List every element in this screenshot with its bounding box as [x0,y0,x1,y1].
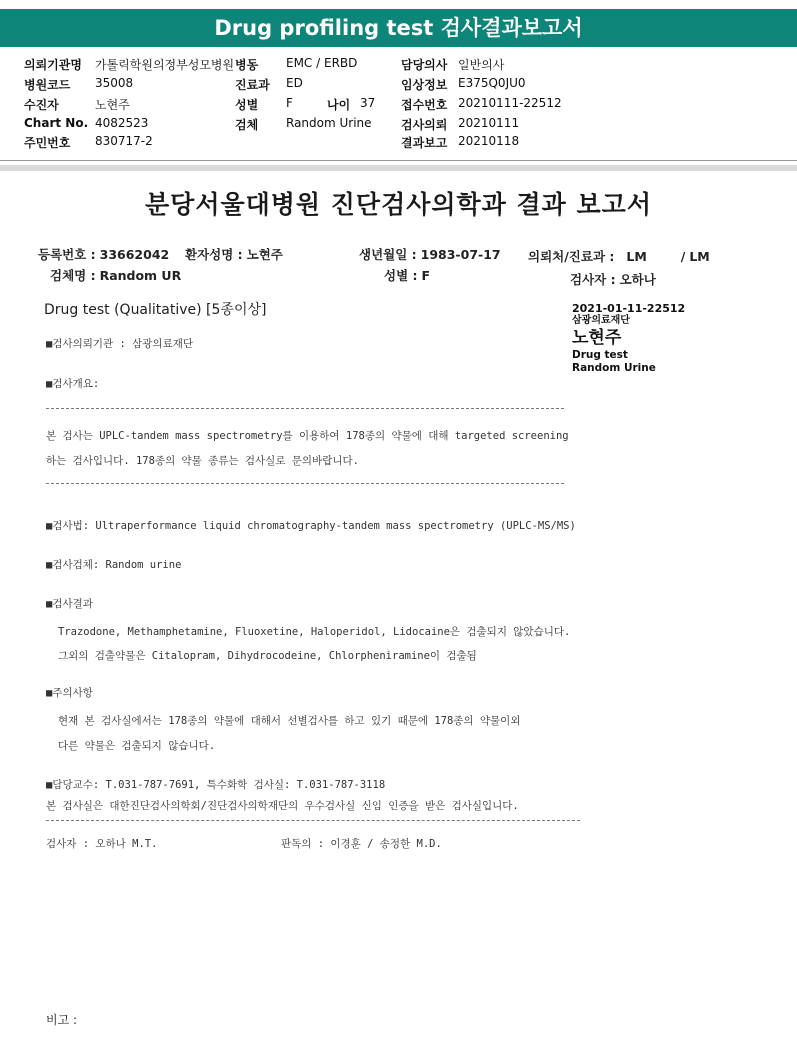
reg-value: 33662042 [99,247,170,262]
contact-line: ■담당교수: T.031-787-7691, 특수화학 검사실: T.031-787-3118 [46,779,386,791]
label-hospital-code: 병원코드 [24,78,71,92]
value-specimen: Random Urine [286,116,372,130]
banner-title: Drug profiling test 검사결과보고서 [214,16,583,40]
value-chart-no: 4082523 [95,116,149,130]
value-age: 37 [360,96,376,110]
stamp-lab-name: 삼광의료재단 [572,315,630,326]
label-patient: 수진자 [24,98,59,112]
method-line: ■검사법: Ultraperformance liquid chromatography-tandem mass spectrometry (UPLC-MS/MS) [46,520,576,532]
label-clinical-info: 임상정보 [401,78,448,92]
label-resident-no: 주민번호 [24,136,71,150]
label-sex: 성별 [235,98,259,112]
sex-value: F [421,268,431,283]
overview-line-1: 본 검사는 UPLC-tandem mass spectrometry를 이용하여 178종의 약물에 대해 targeted screening [46,430,569,442]
caution-line-2: 다른 약물은 검출되지 않습니다. [58,740,216,752]
value-ward: EMC / ERBD [286,56,358,70]
signer-tester: 검사자 : 오하나 M.T. [46,838,158,850]
dept-value-1: LM [626,249,647,264]
dept-label: 의뢰처/진료과 : [528,249,615,264]
overview-line-2: 하는 검사입니다. 178종의 약물 종류는 검사실로 문의바랍니다. [46,455,359,467]
specimen-label: 검체명 : [50,268,96,283]
specimen-value: Random UR [99,268,182,283]
specimen-line: ■검사검체: Random urine [46,559,182,571]
dept-separator: / [680,249,686,264]
value-doctor: 일반의사 [458,58,505,72]
dashed-divider [46,483,564,484]
value-request-date: 20210111 [458,116,520,130]
label-specimen: 검체 [235,118,259,132]
value-patient: 노현주 [95,98,130,112]
result-line-2: 그외의 검출약물은 Citalopram, Dihydrocodeine, Chlorpheniramine이 검출됨 [58,650,477,662]
stamp-patient-name: 노현주 [572,328,622,348]
label-age: 나이 [327,98,351,112]
label-report-date: 결과보고 [401,136,448,150]
tester-value: 오하나 [619,272,656,287]
value-institution: 가톨릭학원의정부성모병원 [95,58,235,72]
institution-line: ■검사의뢰기관 : 삼광의료재단 [46,338,194,350]
caution-line-1: 현재 본 검사실에서는 178종의 약물에 대해서 선별검사를 하고 있기 때문에 178종의 약물이외 [58,715,521,727]
patient-label: 환자성명 : [185,247,243,262]
label-institution: 의뢰기관명 [24,58,82,72]
overview-heading: ■검사개요: [46,378,100,390]
report-banner [0,9,797,47]
stamp-specimen: Random Urine [572,362,656,374]
sex-label: 성별 : [384,268,418,283]
birth-value: 1983-07-17 [420,247,501,262]
label-doctor: 담당의사 [401,58,448,72]
value-department: ED [286,76,303,90]
value-sex: F [286,96,293,110]
label-chart-no: Chart No. [24,116,89,130]
remarks-label: 비고 : [46,1013,78,1027]
stamp-test: Drug test [572,349,628,361]
specimen-label-stamp [572,302,685,375]
result-line-1: Trazodone, Methamphetamine, Fluoxetine, Haloperidol, Lidocaine은 검출되지 않았습니다. [58,626,571,638]
signer-reader: 판독의 : 이경훈 / 송정한 M.D. [281,838,442,850]
request-info-table [24,53,794,159]
dashed-divider [46,820,580,821]
tester-label: 검사자 : [570,272,616,287]
label-department: 진료과 [235,78,270,92]
label-ward: 병동 [235,58,259,72]
caution-heading: ■주의사항 [46,687,93,699]
reg-label: 등록번호 : [38,247,96,262]
birth-label: 생년월일 : [359,247,417,262]
divider [0,160,797,161]
label-request-date: 검사의뢰 [401,118,448,132]
patient-value: 노현주 [246,247,283,262]
certification-line: 본 검사실은 대한진단검사의학회/진단검사의학재단의 우수검사실 신임 인증을 받은 검사실입니다. [46,800,519,812]
value-report-date: 20210118 [458,134,520,148]
report-page [0,171,797,1032]
report-title: 분당서울대병원 진단검사의학과 결과 보고서 [145,190,652,219]
value-clinical-info: E375Q0JU0 [458,76,526,90]
value-hospital-code: 35008 [95,76,134,90]
value-resident-no: 830717-2 [95,134,153,148]
dashed-divider [46,408,564,409]
value-receipt-no: 20210111-22512 [458,96,562,110]
label-receipt-no: 접수번호 [401,98,448,112]
dept-value-2: LM [689,249,710,264]
test-name: Drug test (Qualitative) [5종이상] [44,302,267,318]
stamp-receipt-no: 2021-01-11-22512 [572,302,686,315]
result-heading: ■검사결과 [46,598,93,610]
